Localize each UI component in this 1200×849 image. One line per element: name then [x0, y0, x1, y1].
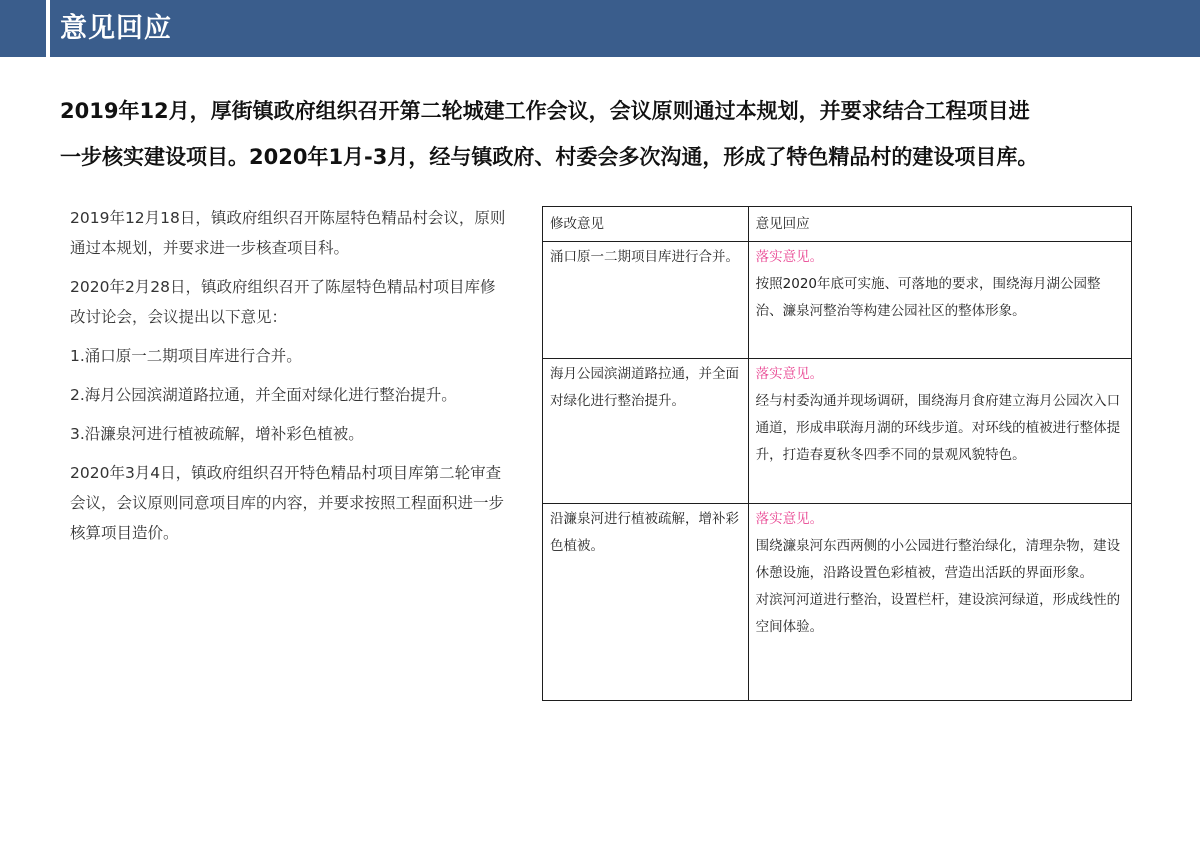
page-title: 意见回应 — [60, 13, 172, 44]
table-row — [543, 504, 1132, 701]
status-label: 落实意见。 — [755, 249, 824, 265]
response-cell — [748, 504, 1131, 701]
header-bar — [0, 0, 1200, 57]
opinion-cell: 涌口原一二期项目库进行合并。 — [543, 242, 749, 359]
summary-line: 2019年12月，厚街镇政府组织召开第二轮城建工作会议，会议原则通过本规划，并要求结合工程项目进 — [60, 99, 1030, 123]
response-cell — [748, 242, 1131, 359]
response-text: 围绕濂泉河东西两侧的小公园进行整治绿化，清理杂物，建设休憩设施，沿路设置色彩植被，营造出活跃的界面形象。 — [755, 538, 1121, 581]
column-header-response: 意见回应 — [748, 207, 1131, 242]
history-paragraph: 2019年12月18日，镇政府组织召开陈屋特色精品村会议，原则通过本规划，并要求进一步核查项目科。 — [70, 209, 506, 257]
response-table — [542, 206, 1132, 701]
response-text: 经与村委沟通并现场调研，围绕海月食府建立海月公园次入口通道，形成串联海月湖的环线步道。对环线的植被进行整体提升，打造春夏秋冬四季不同的景观风貌特色。 — [755, 393, 1121, 463]
response-cell — [748, 359, 1131, 504]
opinion-cell: 海月公园滨湖道路拉通，并全面对绿化进行整治提升。 — [543, 359, 749, 504]
history-paragraph: 2020年2月28日，镇政府组织召开了陈屋特色精品村项目库修改讨论会，会议提出以下意见： — [70, 278, 496, 326]
status-label: 落实意见。 — [755, 366, 824, 382]
meeting-history — [70, 203, 510, 557]
history-paragraph: 2020年3月4日，镇政府组织召开特色精品村项目库第二轮审查会议，会议原则同意项目库的内容，并要求按照工程面积进一步核算项目造价。 — [70, 464, 505, 542]
table-header-row — [543, 207, 1132, 242]
summary-text — [60, 88, 1170, 180]
opinion-cell: 沿濂泉河进行植被疏解，增补彩色植被。 — [543, 504, 749, 701]
column-header-opinion: 修改意见 — [543, 207, 749, 242]
status-label: 落实意见。 — [755, 511, 824, 527]
response-text: 按照2020年底可实施、可落地的要求，围绕海月湖公园整治、濂泉河整治等构建公园社区的整体形象。 — [755, 276, 1101, 319]
history-item: 3.沿濂泉河进行植被疏解，增补彩色植被。 — [70, 425, 364, 443]
history-item: 1.涌口原一二期项目库进行合并。 — [70, 347, 302, 365]
table-row — [543, 359, 1132, 504]
history-item: 2.海月公园滨湖道路拉通，并全面对绿化进行整治提升。 — [70, 386, 457, 404]
summary-line: 一步核实建设项目。2020年1月-3月，经与镇政府、村委会多次沟通，形成了特色精品村的建设项目库。 — [60, 145, 1039, 169]
response-text: 对滨河河道进行整治，设置栏杆，建设滨河绿道，形成线性的空间体验。 — [755, 592, 1121, 635]
table-row — [543, 242, 1132, 359]
header-divider — [46, 0, 50, 57]
